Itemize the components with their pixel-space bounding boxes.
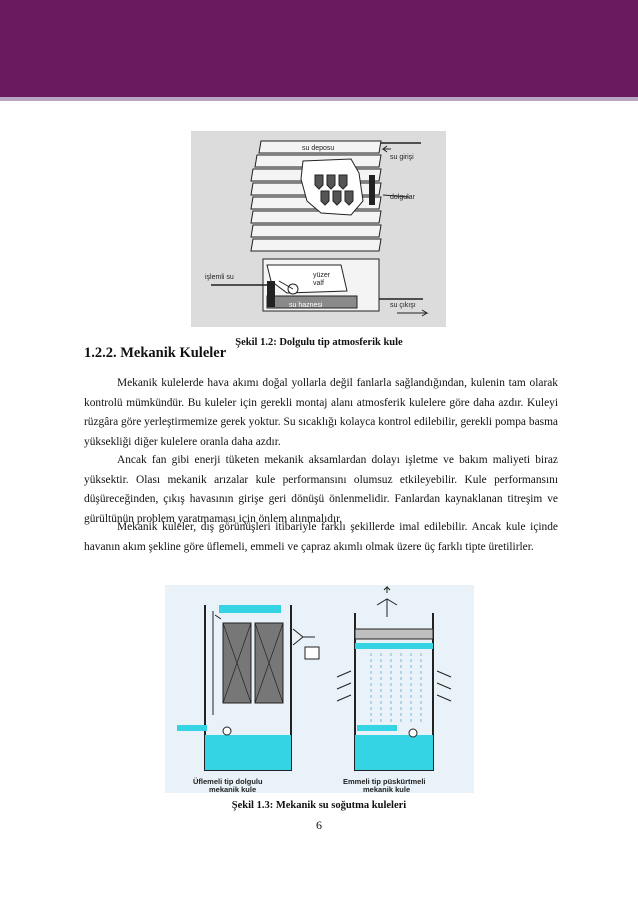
header-band (0, 0, 638, 97)
label-su-deposu: su deposu (302, 145, 335, 152)
page-number: 6 (316, 818, 322, 832)
paragraph-2: Ancak fan gibi enerji tüketen mekanik aksamlardan dolayı işletme ve bakım maliyeti biraz yüksektir. Olası mekanik arızalar kule performansını olumsuz etkileyebilir. Kule performansını düşüreceğinden, çıkış havasının girişe geri dönüşü önlenmelidir. Fanlardan kaynaklanan titreşim ve gürültünün problem yaratmaması için önlem alınmalıdır. (84, 454, 558, 525)
label-su-girisi: su girişi (390, 154, 414, 161)
label-islemli-su: işlemli su (205, 274, 234, 281)
label-su-cikisi: su çıkışı (390, 302, 416, 309)
figure-mechanical-towers (165, 585, 474, 793)
section-heading: 1.2.2. Mekanik Kuleler (84, 345, 227, 361)
label-right-tower-2: mekanik kule (363, 785, 411, 793)
label-yuzer: yüzer (313, 272, 331, 279)
figure-caption-1-3: Şekil 1.3: Mekanik su soğutma kuleleri (231, 800, 407, 811)
label-su-haznesi: su haznesi (289, 302, 323, 309)
label-right-tower-1: Emmeli tip püskürtmeli (343, 777, 426, 786)
figure-atmospheric-tower (191, 131, 446, 327)
paragraph-3: Mekanik kuleler, dış görünüşleri itibariyle farklı şekillerde imal edilebilir. Ancak kule içinde havanın akım şekline göre üflemeli, emmeli ve çapraz akımlı olmak üzere üç farklı tipte üretilirler. (84, 521, 558, 553)
header-divider (0, 97, 638, 101)
label-left-tower-2: mekanik kule (209, 785, 257, 793)
figure-caption-1-2: Şekil 1.2: Dolgulu tip atmosferik kule (235, 337, 403, 348)
label-valf: valf (313, 280, 324, 287)
label-left-tower-1: Üflemeli tip dolgulu (193, 777, 263, 786)
label-dolgular: dolgular (390, 194, 415, 201)
paragraph-1: Mekanik kulelerde hava akımı doğal yollarla değil fanlarla sağlandığından, kulenin tam olarak kontrolü mümkündür. Bu kuleler için gerekli montaj alanı atmosferik kulelere göre daha azdır. Kuleyi rüzgâra göre yerleştirmemize gerek yoktur. Su sıcaklığı kolayca kontrol edilebilir, gerekli pompa basma yüksekliği diğer kulelere oranla daha azdır. (84, 377, 558, 448)
